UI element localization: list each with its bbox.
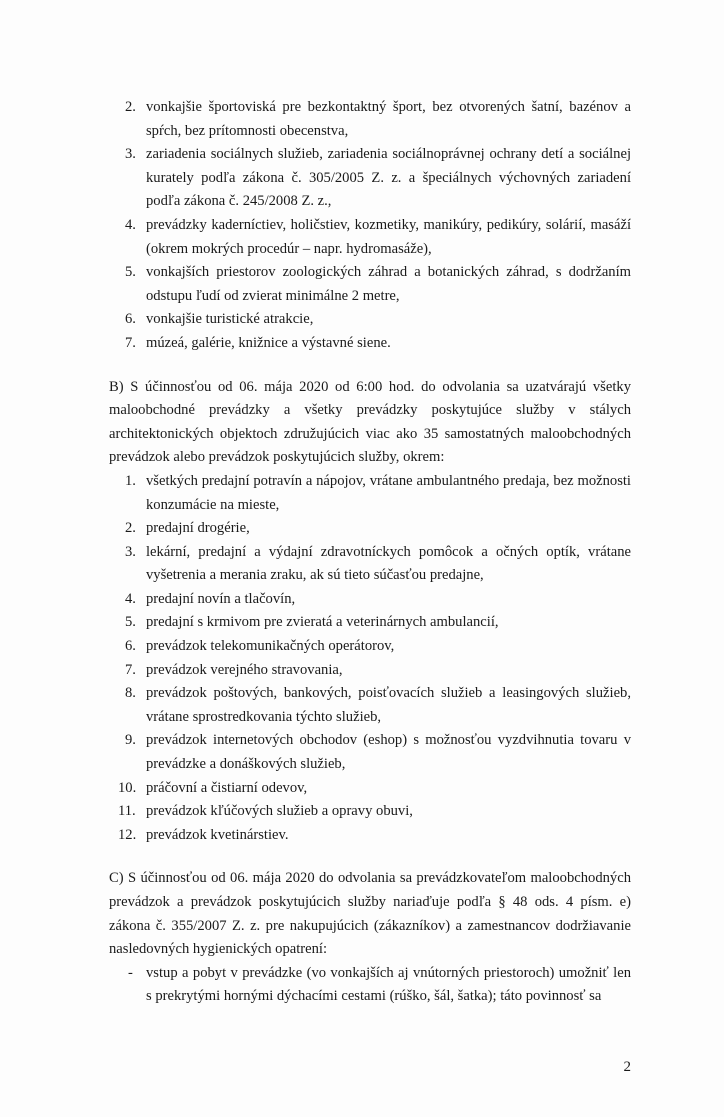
list-item: - vstup a pobyt v prevádzke (vo vonkajších aj vnútorných priestoroch) umožniť len s prekrytými hornými dýchacími cestami (rúško, šál, šatka); táto povinnosť sa xyxy=(109,962,631,1009)
list-item: 11. prevádzok kľúčových služieb a opravy obuvi, xyxy=(118,803,413,820)
list-item: 4. predajní novín a tlačovín, xyxy=(125,590,296,607)
section-c-intro: C) S účinnosťou od 06. mája 2020 do odvolania sa prevádzkovateľom maloobchodných prevádzok a prevádzok poskytujúcich služby nariaďuje podľa § 48 ods. 4 písm. e) zákona č. 355/2007 Z. z. pre nakupujúcich (zákazníkov) a zamestnancov dodržiavanie nasledovných hygienických opatrení: xyxy=(109,870,631,958)
list-item: 1. všetkých predajní potravín a nápojov, vrátane ambulantného predaja, bez možnosti konzumácie na mieste, xyxy=(125,472,631,513)
section-b-list xyxy=(109,470,631,848)
list-item: 8. prevádzok poštových, bankových, poisťovacích služieb a leasingových služieb, vrátane sprostredkovania týchto služieb, xyxy=(125,685,631,725)
paragraph-gap xyxy=(109,356,631,376)
dash-bullet: - xyxy=(128,964,133,981)
list-item: 5. predajní s krmivom pre zvieratá a veterinárnych ambulancií, xyxy=(125,614,499,631)
section-b-intro: B) S účinnosťou od 06. mája 2020 od 6:00 hod. do odvolania sa uzatvárajú všetky maloobchodné prevádzky a všetky prevádzky poskytujúce služby v stálych architektonických objektoch združujúcich viac ako 35 samostatných maloobchodných prevádzok alebo prevádzok poskytujúcich služby, okrem: xyxy=(109,378,631,466)
list-item: 5. vonkajších priestorov zoologických záhrad a botanických záhrad, s dodržaním odstupu ľudí od zvierat minimálne 2 metre, xyxy=(125,264,631,304)
list-item: 4. prevádzky kaderníctiev, holičstiev, kozmetiky, manikúry, pedikúry, solárií, masáží (okrem mokrých procedúr – napr. hydromasáže), xyxy=(125,216,631,257)
list-item: 6. vonkajšie turistické atrakcie, xyxy=(125,311,314,328)
list-item: 3. zariadenia sociálnych služieb, zariadenia sociálnoprávnej ochrany detí a sociálnej kurately podľa zákona č. 305/2005 Z. z. a špeciálnych výchovných zariadení podľa zákona č. 245/2008 Z. z., xyxy=(125,146,631,210)
list-item: 6. prevádzok telekomunikačných operátorov, xyxy=(125,638,395,655)
list-a-continued xyxy=(109,96,631,356)
paragraph-gap xyxy=(109,847,631,867)
list-item: 9. prevádzok internetových obchodov (eshop) s možnosťou vyzdvihnutia tovaru v prevádzke a donáškových služieb, xyxy=(125,732,631,773)
list-item: 3. lekární, predajní a výdajní zdravotníckych pomôcok a očných optík, vrátane vyšetrenia a merania zraku, ak sú tieto súčasťou predajne, xyxy=(125,543,631,584)
list-item: 10. práčovní a čistiarní odevov, xyxy=(118,779,308,796)
list-item: 7. prevádzok verejného stravovania, xyxy=(125,661,343,678)
list-item: 7. múzeá, galérie, knižnice a výstavné siene. xyxy=(125,334,391,351)
section-c-bullets xyxy=(109,962,631,1009)
page-number: 2 xyxy=(623,1058,631,1075)
list-item: 2. vonkajšie športoviská pre bezkontaktný šport, bez otvorených šatní, bazénov a spŕch, bez prítomnosti obecenstva, xyxy=(125,99,631,139)
list-item: 2. predajní drogérie, xyxy=(125,520,250,537)
list-item: 12. prevádzok kvetinárstiev. xyxy=(118,826,289,843)
section-b xyxy=(109,376,631,848)
section-c xyxy=(109,867,631,1009)
